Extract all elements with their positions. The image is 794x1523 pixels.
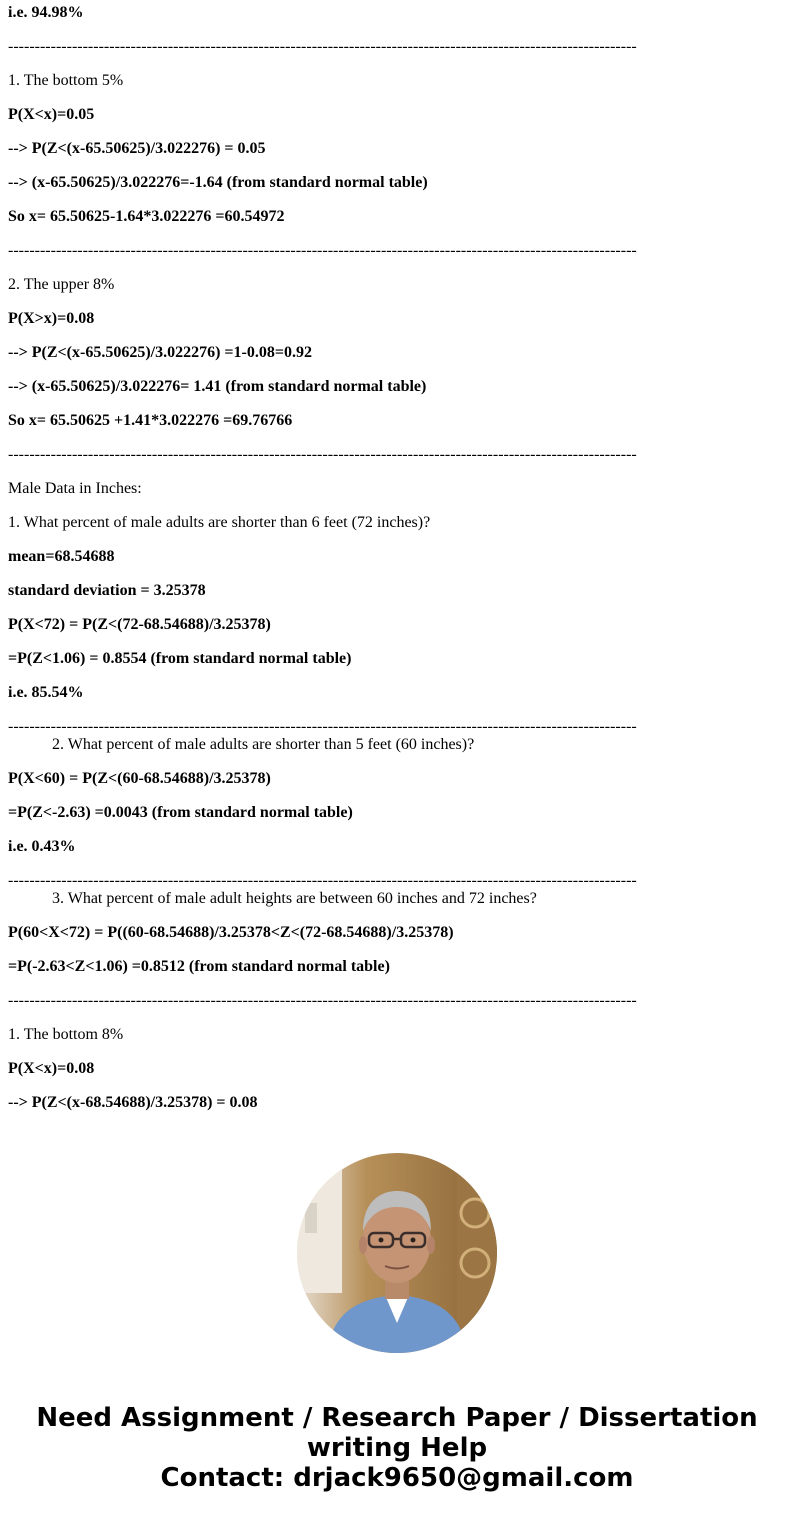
banner-line-1: Need Assignment / Research Paper / Dissertation xyxy=(36,1403,758,1433)
divider-line: ---------------------------------------------------------------------------------------------------------------------- xyxy=(8,718,637,735)
text-line: =P(Z<1.06) = 0.8554 (from standard normal table) xyxy=(8,650,352,667)
divider-line: ---------------------------------------------------------------------------------------------------------------------- xyxy=(8,242,637,259)
question-line: 3. What percent of male adult heights are between 60 inches and 72 inches? xyxy=(52,890,537,907)
text-line: So x= 65.50625 +1.41*3.022276 =69.76766 xyxy=(8,412,293,429)
question-line: 1. What percent of male adults are shorter than 6 feet (72 inches)? xyxy=(8,514,431,531)
divider-line: ---------------------------------------------------------------------------------------------------------------------- xyxy=(8,38,637,55)
author-avatar xyxy=(297,1153,497,1353)
text-line: So x= 65.50625-1.64*3.022276 =60.54972 xyxy=(8,208,285,225)
text-line: P(X<x)=0.05 xyxy=(8,106,95,123)
text-line: --> (x-65.50625)/3.022276=-1.64 (from standard normal table) xyxy=(8,174,428,191)
text-line: P(X<72) = P(Z<(72-68.54688)/3.25378) xyxy=(8,616,271,633)
text-line: --> (x-65.50625)/3.022276= 1.41 (from standard normal table) xyxy=(8,378,427,395)
divider-line: ---------------------------------------------------------------------------------------------------------------------- xyxy=(8,446,637,463)
contact-banner xyxy=(0,1403,794,1493)
author-photo xyxy=(297,1153,497,1353)
text-line: --> P(Z<(x-65.50625)/3.022276) = 0.05 xyxy=(8,140,266,157)
section-heading: Male Data in Inches: xyxy=(8,480,142,497)
text-line: standard deviation = 3.25378 xyxy=(8,582,206,599)
text-line: i.e. 85.54% xyxy=(8,684,84,701)
text-line: P(X<x)=0.08 xyxy=(8,1060,95,1077)
text-line: --> P(Z<(x-65.50625)/3.022276) =1-0.08=0.92 xyxy=(8,344,312,361)
text-line: 2. The upper 8% xyxy=(8,276,115,293)
banner-line-2: writing Help xyxy=(306,1433,488,1463)
text-line: i.e. 0.43% xyxy=(8,838,76,855)
text-line: --> P(Z<(x-68.54688)/3.25378) = 0.08 xyxy=(8,1094,258,1111)
text-line: mean=68.54688 xyxy=(8,548,115,565)
contact-email: Contact: drjack9650@gmail.com xyxy=(160,1463,634,1493)
text-line: 1. The bottom 8% xyxy=(8,1026,124,1043)
divider-line: ---------------------------------------------------------------------------------------------------------------------- xyxy=(8,872,637,889)
text-line: P(X<60) = P(Z<(60-68.54688)/3.25378) xyxy=(8,770,271,787)
text-line: =P(-2.63<Z<1.06) =0.8512 (from standard normal table) xyxy=(8,958,390,975)
question-line: 2. What percent of male adults are shorter than 5 feet (60 inches)? xyxy=(52,736,475,753)
text-line: P(60<X<72) = P((60-68.54688)/3.25378<Z<(72-68.54688)/3.25378) xyxy=(8,924,454,941)
divider-line: ---------------------------------------------------------------------------------------------------------------------- xyxy=(8,992,637,1009)
text-line: i.e. 94.98% xyxy=(8,4,84,21)
text-line: 1. The bottom 5% xyxy=(8,72,124,89)
text-line: =P(Z<-2.63) =0.0043 (from standard normal table) xyxy=(8,804,353,821)
text-line: P(X>x)=0.08 xyxy=(8,310,95,327)
